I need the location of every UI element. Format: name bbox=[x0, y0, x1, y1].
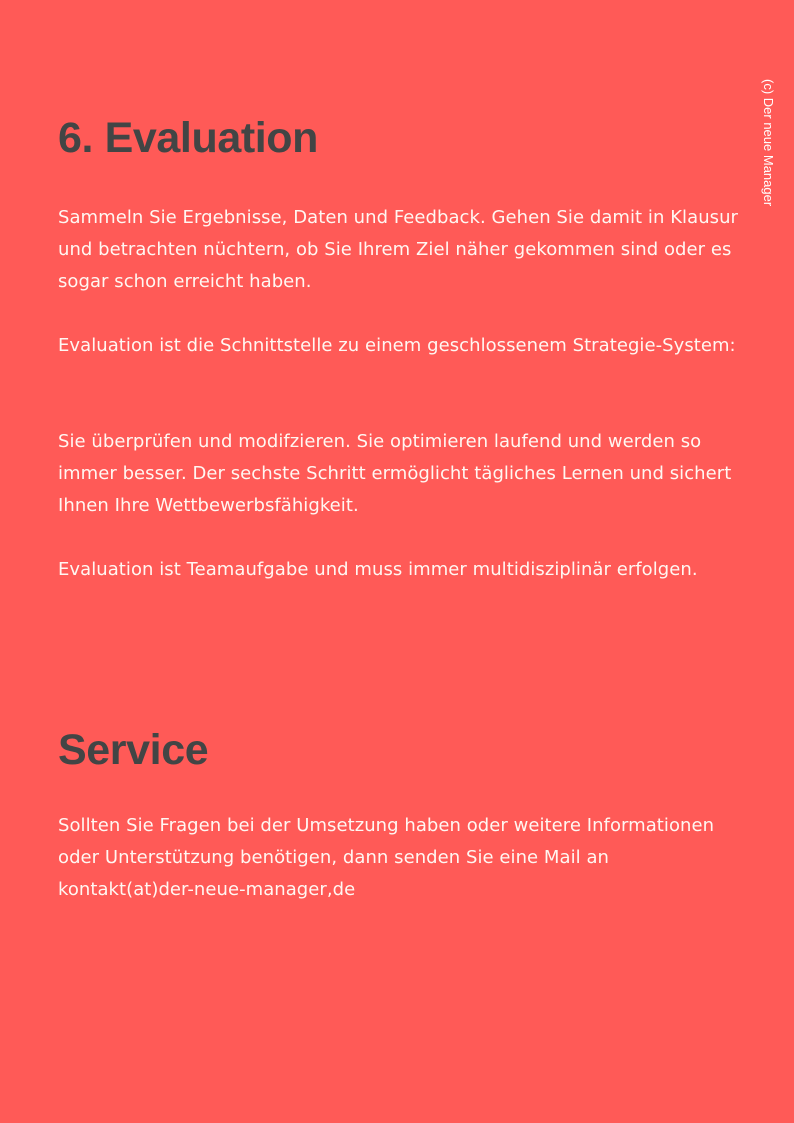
service-heading: Service bbox=[58, 726, 209, 774]
evaluation-paragraph-3: Sie überprüfen und modifzieren. Sie optimieren laufend und werden so immer besser. Der sechste Schritt ermöglicht tägliches Lernen und sichert Ihnen Ihre Wettbewerbsfähigkeit. bbox=[58, 431, 732, 516]
copyright-note: (c) Der neue Manager bbox=[761, 79, 776, 207]
evaluation-paragraph-4: Evaluation ist Teamaufgabe und muss immer multidisziplinär erfolgen. bbox=[58, 559, 698, 580]
evaluation-paragraph-2: Evaluation ist die Schnittstelle zu einem geschlossenem Strategie-System: bbox=[58, 335, 736, 356]
evaluation-heading: 6. Evaluation bbox=[58, 114, 319, 162]
evaluation-paragraph-1: Sammeln Sie Ergebnisse, Daten und Feedback. Gehen Sie damit in Klausur und betrachten nüchtern, ob Sie Ihrem Ziel näher gekommen sind oder es sogar schon erreicht haben. bbox=[58, 207, 738, 292]
service-paragraph: Sollten Sie Fragen bei der Umsetzung haben oder weitere Informationen oder Unterstützung benötigen, dann senden Sie eine Mail an kontakt(at)der-neue-manager,de bbox=[58, 815, 715, 900]
